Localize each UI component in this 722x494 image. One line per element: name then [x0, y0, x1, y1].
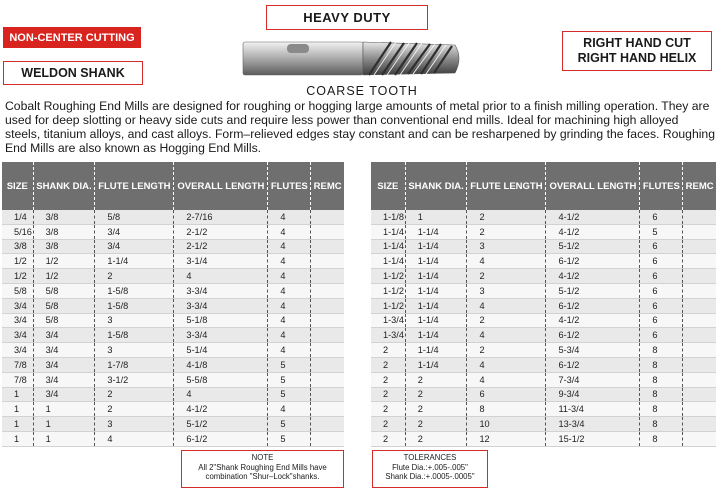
cell-flutes: 6: [640, 210, 683, 224]
cell-shank-dia: 3/4: [33, 328, 95, 343]
table-row: [371, 210, 716, 224]
cell-remc: [311, 372, 344, 387]
cell-shank-dia: 1: [33, 417, 95, 432]
cell-flute-length: 2: [467, 269, 546, 284]
cell-flute-length: 2: [467, 313, 546, 328]
cell-flute-length: 1-1/4: [95, 254, 174, 269]
cell-remc: [683, 343, 716, 358]
table-row: [2, 254, 344, 269]
col-flutes-header: FLUTES: [640, 162, 683, 210]
cell-overall-length: 4-1/2: [546, 313, 640, 328]
cell-size: 3/8: [2, 239, 33, 254]
product-description: Cobalt Roughing End Mills are designed for roughing or hogging large amounts of metal prior to a finish milling operation. They are used for deep slotting or heavy side cuts and require less power than conventional end mills. Ideal for machining high alloyed steels, titanium alloys, and cast alloys. Form–relieved edges stay constant and can be resharpened by grinding the faces. Roughing End Mills are also known as Hogging End Mills.: [5, 99, 715, 155]
cell-flutes: 6: [640, 283, 683, 298]
col-flutes-header: FLUTES: [268, 162, 311, 210]
cell-remc: [683, 357, 716, 372]
cell-remc: [683, 402, 716, 417]
cell-flutes: 4: [268, 328, 311, 343]
cell-flutes: 6: [640, 239, 683, 254]
cell-shank-dia: 1: [33, 431, 95, 446]
cell-flute-length: 3: [467, 239, 546, 254]
table-row: [371, 239, 716, 254]
table-row: [371, 313, 716, 328]
cell-flute-length: 3/4: [95, 224, 174, 239]
cell-flute-length: 4: [467, 357, 546, 372]
cell-remc: [683, 224, 716, 239]
cell-overall-length: 3-3/4: [174, 328, 268, 343]
cell-shank-dia: 1-1/4: [405, 313, 467, 328]
cell-overall-length: 3-1/4: [174, 254, 268, 269]
table-row: [2, 417, 344, 432]
table-header-row: [2, 162, 344, 210]
cell-shank-dia: 1/2: [33, 254, 95, 269]
cell-size: 2: [371, 431, 405, 446]
right-hand-cut-text: RIGHT HAND CUT: [583, 36, 691, 50]
cell-flute-length: 5/8: [95, 210, 174, 224]
table-row: [2, 343, 344, 358]
cell-flute-length: 10: [467, 417, 546, 432]
table-row: [2, 402, 344, 417]
cell-remc: [311, 387, 344, 402]
cell-flute-length: 4: [467, 372, 546, 387]
cell-overall-length: 4-1/2: [546, 224, 640, 239]
cell-shank-dia: 3/4: [33, 372, 95, 387]
tolerances-title: TOLERANCES: [403, 453, 457, 462]
cell-flute-length: 8: [467, 402, 546, 417]
cell-flutes: 8: [640, 431, 683, 446]
cell-overall-length: 4-1/2: [546, 269, 640, 284]
table-row: [371, 417, 716, 432]
cell-flute-length: 6: [467, 387, 546, 402]
table-row: [2, 387, 344, 402]
note-line: combination "Shur–Lock"shanks.: [205, 472, 320, 481]
table-row: [371, 387, 716, 402]
heavy-duty-label: HEAVY DUTY: [266, 5, 428, 30]
cell-flute-length: 2: [95, 387, 174, 402]
cell-overall-length: 3-3/4: [174, 283, 268, 298]
cell-flutes: 4: [268, 239, 311, 254]
table-row: [2, 298, 344, 313]
cell-overall-length: 5-1/4: [174, 343, 268, 358]
cell-flute-length: 2: [467, 343, 546, 358]
cell-size: 7/8: [2, 357, 33, 372]
cell-size: 1/4: [2, 210, 33, 224]
cell-size: 1-1/8: [371, 210, 405, 224]
cell-flutes: 4: [268, 283, 311, 298]
cell-remc: [311, 210, 344, 224]
cell-flutes: 4: [268, 343, 311, 358]
cell-flutes: 4: [268, 298, 311, 313]
table-row: [2, 239, 344, 254]
col-shank-header: SHANK DIA.: [405, 162, 467, 210]
cell-size: 1: [2, 387, 33, 402]
cell-overall-length: 7-3/4: [546, 372, 640, 387]
cell-remc: [311, 328, 344, 343]
table-row: [2, 357, 344, 372]
cell-flutes: 8: [640, 402, 683, 417]
table-row: [2, 224, 344, 239]
cell-shank-dia: 1-1/4: [405, 328, 467, 343]
cell-flutes: 5: [268, 357, 311, 372]
cell-overall-length: 6-1/2: [546, 298, 640, 313]
note-line: All 2"Shank Roughing End Mills have: [198, 462, 327, 472]
cell-overall-length: 2-7/16: [174, 210, 268, 224]
end-mill-tool-image: [241, 36, 471, 82]
cell-size: 5/16: [2, 224, 33, 239]
spec-table-right: [371, 162, 716, 447]
col-size-header: SIZE: [371, 162, 405, 210]
cell-overall-length: 5-3/4: [546, 343, 640, 358]
table-row: [371, 224, 716, 239]
col-flute-length-header: FLUTE LENGTH: [95, 162, 174, 210]
note-title: NOTE: [251, 453, 274, 462]
cell-overall-length: 6-1/2: [546, 328, 640, 343]
shank-note: [181, 450, 344, 488]
cell-overall-length: 6-1/2: [174, 431, 268, 446]
cell-size: 1-1/4: [371, 239, 405, 254]
table-row: [2, 210, 344, 224]
cell-flute-length: 1-5/8: [95, 328, 174, 343]
cell-shank-dia: 5/8: [33, 283, 95, 298]
cell-shank-dia: 3/4: [33, 357, 95, 372]
cell-overall-length: 3-3/4: [174, 298, 268, 313]
cell-size: 1-1/2: [371, 298, 405, 313]
table-row: [371, 372, 716, 387]
cell-remc: [311, 269, 344, 284]
cell-overall-length: 4: [174, 387, 268, 402]
cell-shank-dia: 5/8: [33, 313, 95, 328]
cell-flutes: 4: [268, 210, 311, 224]
cell-size: 3/4: [2, 328, 33, 343]
cell-shank-dia: 3/8: [33, 224, 95, 239]
cell-flute-length: 3: [95, 343, 174, 358]
cell-flute-length: 4: [467, 298, 546, 313]
cell-remc: [683, 431, 716, 446]
cell-remc: [683, 239, 716, 254]
cell-remc: [311, 431, 344, 446]
cell-overall-length: 4-1/2: [546, 210, 640, 224]
cell-flute-length: 1-5/8: [95, 298, 174, 313]
cell-overall-length: 5-5/8: [174, 372, 268, 387]
table-row: [371, 431, 716, 446]
cell-remc: [311, 224, 344, 239]
cell-overall-length: 11-3/4: [546, 402, 640, 417]
cell-size: 1/2: [2, 269, 33, 284]
cell-flute-length: 3: [95, 417, 174, 432]
table-row: [2, 313, 344, 328]
cell-flute-length: 3: [467, 283, 546, 298]
cell-size: 1-1/4: [371, 224, 405, 239]
table-row: [2, 269, 344, 284]
cell-remc: [683, 254, 716, 269]
cell-size: 1-1/2: [371, 283, 405, 298]
cell-shank-dia: 1-1/4: [405, 343, 467, 358]
table-row: [371, 328, 716, 343]
cell-flutes: 5: [268, 372, 311, 387]
cell-remc: [683, 417, 716, 432]
cell-shank-dia: 2: [405, 387, 467, 402]
cell-flutes: 5: [268, 387, 311, 402]
cell-size: 3/4: [2, 313, 33, 328]
cell-remc: [311, 298, 344, 313]
cell-shank-dia: 1: [33, 402, 95, 417]
table-row: [371, 402, 716, 417]
col-flute-length-header: FLUTE LENGTH: [467, 162, 546, 210]
table-row: [2, 328, 344, 343]
table-row: [2, 283, 344, 298]
non-center-cutting-badge: NON-CENTER CUTTING: [3, 27, 141, 48]
cell-flutes: 6: [640, 328, 683, 343]
table-row: [2, 372, 344, 387]
cell-flute-length: 3-1/2: [95, 372, 174, 387]
table-row: [2, 431, 344, 446]
cell-overall-length: 9-3/4: [546, 387, 640, 402]
cell-overall-length: 2-1/2: [174, 224, 268, 239]
cell-shank-dia: 3/4: [33, 343, 95, 358]
cell-flutes: 6: [640, 298, 683, 313]
cell-shank-dia: 1-1/4: [405, 224, 467, 239]
cell-overall-length: 4-1/8: [174, 357, 268, 372]
tolerances-note: [372, 450, 488, 488]
cell-size: 2: [371, 417, 405, 432]
cell-overall-length: 6-1/2: [546, 357, 640, 372]
cell-shank-dia: 1-1/4: [405, 357, 467, 372]
cell-flute-length: 1-5/8: [95, 283, 174, 298]
cell-size: 3/4: [2, 343, 33, 358]
table-row: [371, 254, 716, 269]
cell-flutes: 4: [268, 269, 311, 284]
cell-shank-dia: 1: [405, 210, 467, 224]
cell-flute-length: 2: [95, 402, 174, 417]
cell-size: 2: [371, 343, 405, 358]
cell-overall-length: 13-3/4: [546, 417, 640, 432]
cell-size: 3/4: [2, 298, 33, 313]
cell-flute-length: 2: [95, 269, 174, 284]
table-row: [371, 283, 716, 298]
cell-flutes: 8: [640, 372, 683, 387]
cell-flute-length: 1-7/8: [95, 357, 174, 372]
tolerance-line: Shank Dia.:+.0005-.0005": [385, 472, 475, 481]
cell-flutes: 4: [268, 313, 311, 328]
cell-shank-dia: 2: [405, 402, 467, 417]
cell-overall-length: 4: [174, 269, 268, 284]
cell-flutes: 5: [268, 417, 311, 432]
table-row: [371, 298, 716, 313]
cell-size: 1: [2, 417, 33, 432]
cell-flute-length: 2: [467, 224, 546, 239]
cell-size: 1-3/4: [371, 328, 405, 343]
cell-size: 2: [371, 357, 405, 372]
cell-overall-length: 15-1/2: [546, 431, 640, 446]
cell-flute-length: 4: [467, 328, 546, 343]
spec-table-left: [2, 162, 344, 447]
cell-flutes: 5: [268, 431, 311, 446]
cell-flutes: 6: [640, 269, 683, 284]
cell-size: 7/8: [2, 372, 33, 387]
cell-flute-length: 2: [467, 210, 546, 224]
cell-shank-dia: 2: [405, 372, 467, 387]
cell-shank-dia: 3/4: [33, 387, 95, 402]
cell-remc: [311, 402, 344, 417]
cell-remc: [311, 313, 344, 328]
cell-shank-dia: 3/8: [33, 210, 95, 224]
cell-size: 1-3/4: [371, 313, 405, 328]
coarse-tooth-label: COARSE TOOTH: [306, 84, 418, 98]
cell-remc: [311, 254, 344, 269]
cell-overall-length: 4-1/2: [174, 402, 268, 417]
col-size-header: SIZE: [2, 162, 33, 210]
cell-remc: [311, 417, 344, 432]
cell-overall-length: 5-1/2: [174, 417, 268, 432]
cell-flutes: 6: [640, 313, 683, 328]
cell-shank-dia: 1/2: [33, 269, 95, 284]
cell-size: 2: [371, 372, 405, 387]
cell-remc: [311, 357, 344, 372]
cell-size: 2: [371, 402, 405, 417]
cell-flutes: 5: [640, 224, 683, 239]
cell-remc: [683, 210, 716, 224]
cell-size: 1-1/4: [371, 254, 405, 269]
cell-shank-dia: 3/8: [33, 239, 95, 254]
table-header-row: [371, 162, 716, 210]
cell-flutes: 6: [640, 254, 683, 269]
cell-size: 1: [2, 402, 33, 417]
cell-remc: [683, 313, 716, 328]
cell-remc: [683, 269, 716, 284]
cell-remc: [311, 283, 344, 298]
table-row: [371, 357, 716, 372]
cell-overall-length: 6-1/2: [546, 254, 640, 269]
col-remc-header: REMC: [683, 162, 716, 210]
weldon-shank-label: WELDON SHANK: [3, 61, 143, 85]
cell-flute-length: 4: [467, 254, 546, 269]
tolerance-line: Flute Dia.:+.005-.005": [392, 462, 468, 472]
cell-shank-dia: 1-1/4: [405, 239, 467, 254]
cell-shank-dia: 1-1/4: [405, 298, 467, 313]
cell-size: 1-1/2: [371, 269, 405, 284]
cell-flutes: 8: [640, 417, 683, 432]
cell-remc: [683, 298, 716, 313]
table-row: [371, 269, 716, 284]
cell-flutes: 4: [268, 224, 311, 239]
col-overall-length-header: OVERALL LENGTH: [546, 162, 640, 210]
cell-flutes: 4: [268, 254, 311, 269]
cell-shank-dia: 1-1/4: [405, 269, 467, 284]
cell-flute-length: 4: [95, 431, 174, 446]
cell-remc: [683, 283, 716, 298]
cell-flute-length: 3: [95, 313, 174, 328]
col-overall-length-header: OVERALL LENGTH: [174, 162, 268, 210]
cell-shank-dia: 1-1/4: [405, 283, 467, 298]
cell-size: 1/2: [2, 254, 33, 269]
right-hand-label: [562, 31, 712, 71]
cell-remc: [683, 372, 716, 387]
table-row: [371, 343, 716, 358]
cell-remc: [683, 328, 716, 343]
cell-remc: [311, 239, 344, 254]
col-remc-header: REMC: [311, 162, 344, 210]
cell-size: 1: [2, 431, 33, 446]
cell-shank-dia: 1-1/4: [405, 254, 467, 269]
cell-flutes: 4: [268, 402, 311, 417]
cell-flute-length: 3/4: [95, 239, 174, 254]
cell-size: 2: [371, 387, 405, 402]
col-shank-header: SHANK DIA.: [33, 162, 95, 210]
cell-flutes: 8: [640, 357, 683, 372]
cell-overall-length: 5-1/8: [174, 313, 268, 328]
cell-overall-length: 2-1/2: [174, 239, 268, 254]
right-hand-helix-text: RIGHT HAND HELIX: [577, 51, 697, 65]
cell-overall-length: 5-1/2: [546, 283, 640, 298]
cell-flute-length: 12: [467, 431, 546, 446]
cell-remc: [683, 387, 716, 402]
cell-shank-dia: 2: [405, 431, 467, 446]
cell-flutes: 8: [640, 343, 683, 358]
cell-overall-length: 5-1/2: [546, 239, 640, 254]
cell-size: 5/8: [2, 283, 33, 298]
cell-shank-dia: 5/8: [33, 298, 95, 313]
cell-flutes: 8: [640, 387, 683, 402]
cell-remc: [311, 343, 344, 358]
cell-shank-dia: 2: [405, 417, 467, 432]
